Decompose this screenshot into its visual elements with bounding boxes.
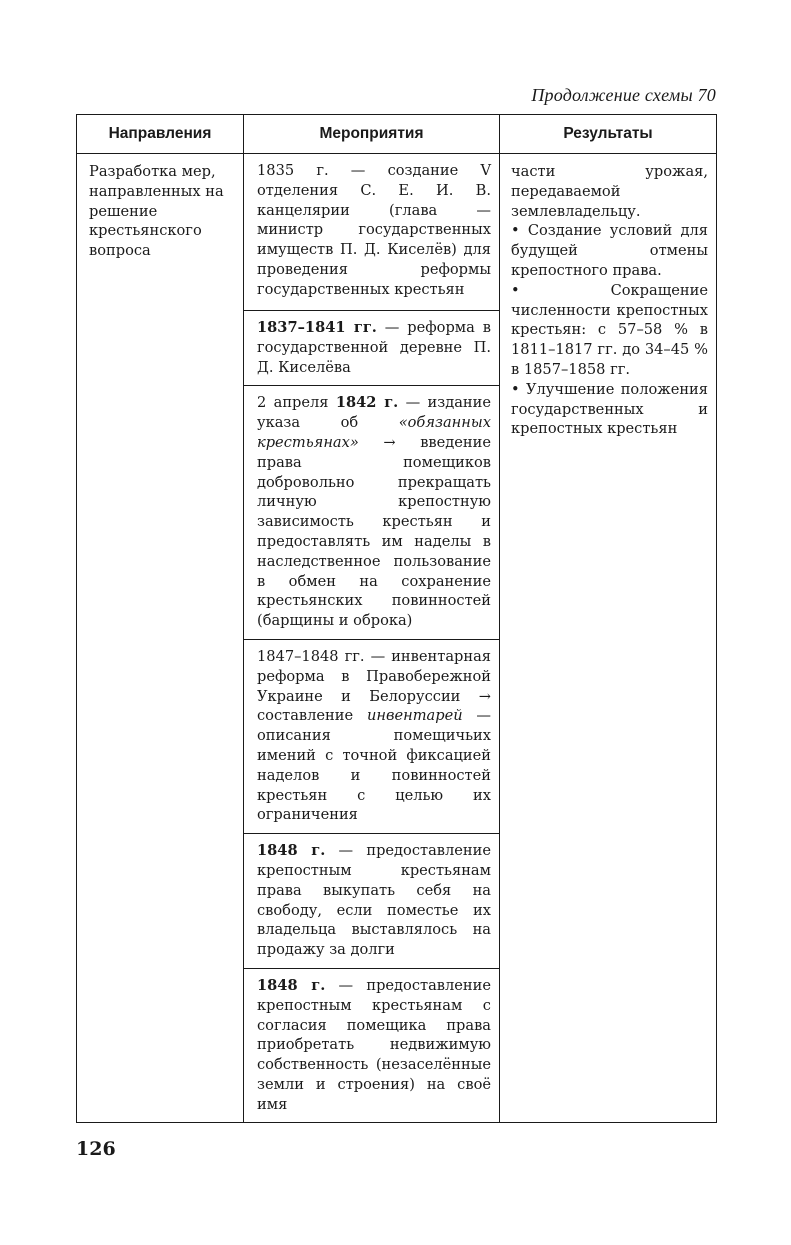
measure-cell — [244, 834, 500, 969]
measure-date: 1837–1841 гг. — [257, 319, 377, 336]
result-item: • Улучшение положения государственных и крепостных крестьян — [511, 380, 708, 438]
measure-italic-term: инвентарей — [366, 707, 463, 725]
measure-italic-term: «обязанных крестьянах» — [257, 414, 491, 451]
measure-cell — [244, 968, 500, 1123]
table-row — [77, 154, 717, 311]
measure-cell — [244, 311, 500, 386]
measure-cell — [244, 154, 500, 311]
result-item: • Сокращение численности крепостных крестьян: с 57–58 % в 1811–1817 гг. до 34–45 % в 1857–1858 гг. — [511, 281, 708, 378]
measure-date: 1848 г. — [257, 976, 326, 994]
measure-date: 1847–1848 гг. — [257, 647, 365, 665]
measure-date: 1842 г. — [335, 394, 399, 412]
measure-text: — создание V отделения С. Е. И. В. канцелярии (глава — министр государственных имуществ П. Д. Киселёв) для проведения реформы государственных крестьян — [257, 162, 491, 298]
header-row — [77, 115, 717, 154]
measure-text: — предоставление крепостным крестьянам права выкупать себя на свободу, если поместье их владельца выставлялось на продажу за долги — [257, 842, 491, 959]
results-cell — [500, 154, 717, 1123]
measure-text-after: — описания помещичьих имений с точной фиксацией наделов и повинностей крестьян с целью их ограничения — [257, 707, 492, 824]
measure-text: — инвентарная реформа в Правобережной Украине и Белоруссии → составление — [257, 647, 491, 725]
measure-date: 1848 г. — [257, 842, 326, 860]
measure-text: — предоставление крепостным крестьянам с согласия помещика права приобретать недвижимую собственность (незаселённые земли и строения) на своё имя — [257, 976, 491, 1113]
scheme-caption: Продолжение схемы 70 — [531, 85, 716, 105]
measure-date-prefix: 2 апреля — [257, 394, 336, 412]
measure-cell — [244, 639, 500, 833]
header-measures: Мероприятия — [244, 115, 500, 154]
result-item: • Создание условий для будущей отмены крепостного права. — [511, 222, 708, 279]
direction-cell: Разработка мер, направленных на решение крестьянского вопроса — [77, 154, 244, 1123]
measure-cell — [244, 386, 500, 640]
measure-date: 1835 г. — [257, 162, 329, 179]
measure-text-after: → введение права помещиков добровольно прекращать личную крепостную зависимость крестьян и предоставлять им наделы в наследственное пользование в обмен на сохранение крестьянских повинностей (барщины и оброка) — [257, 433, 491, 630]
header-results: Результаты — [500, 115, 717, 154]
result-item: части урожая, передаваемой землевладельцу. — [511, 163, 708, 220]
reforms-table — [76, 114, 717, 1123]
measure-text: — издание указа об — [257, 394, 491, 432]
measure-text: — реформа в государственной деревне П. Д. Киселёва — [257, 319, 491, 376]
page-number: 126 — [76, 1138, 116, 1160]
header-directions: Направления — [77, 115, 244, 154]
